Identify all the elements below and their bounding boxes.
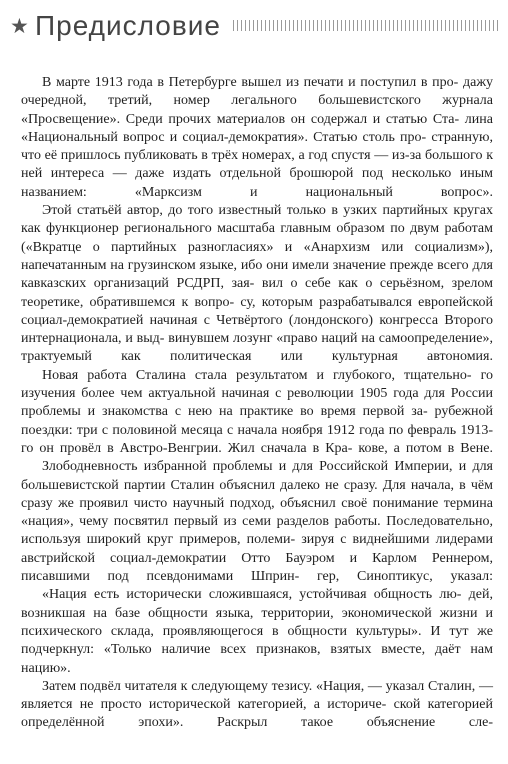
chapter-title: Предисловие — [35, 10, 221, 41]
paragraph-3: Новая работа Сталина стала результатом и глубокого, тщательно- го изучения более чем актуальной начиная с революции 1905 года для России проблемы и знакомства с нею на практике во время первой за- рубежной поездки: три с половиной месяца с начала ноября 1912 года по февраль 1913-го он провёл в Австро-Венгрии. Жил сначала в Кра- кове, а потом в Вене. — [21, 367, 493, 456]
body-text — [21, 74, 493, 733]
chapter-header — [10, 10, 498, 44]
header-hatched-rule — [233, 20, 498, 31]
paragraph-4: Злободневность избранной проблемы и для Российской Империи, и для большевистской партии Сталин объяснил далеко не сразу. Для начала, в чём сразу же проявил чисто научный подход, объяснил своё понимание термина «нация», чему посвятил первый из семи разделов работы. Последовательно, используя широкий круг примеров, полеми- зируя с виднейшими лидерами австрийской социал-демократии Отто Бауэром и Карлом Реннером, писавшими под псевдонимами Шприн- гер, Синоптикус, указал: — [21, 459, 493, 585]
paragraph-5: «Нация есть исторически сложившаяся, устойчивая общность лю- дей, возникшая на базе общности языка, территории, экономической жизни и психического склада, проявляющегося в общности культуры». И тут же подчеркнул: «Только наличие всех признаков, взятых вместе, даёт нам нацию». — [21, 587, 493, 676]
paragraph-6: Затем подвёл читателя к следующему тезису. «Нация, — указал Сталин, — является не просто исторической категорией, а историче- ской категорией определённой эпохи». Раскрыл такое объяснение сле- — [21, 678, 493, 731]
paragraph-1: В марте 1913 года в Петербурге вышел из печати и поступил в про- дажу очередной, третий, номер легального большевистского журнала «Просвещение». Среди прочих материалов он содержал и статью Ста- лина «Национальный вопрос и социал-демократия». Статью столь про- странную, что её пришлось публиковать в трёх номерах, а год спустя — из-за большого к ней интереса — даже издать отдельной брошюрой под несколько иным названием: «Марксизм и национальный вопрос». — [21, 75, 493, 200]
paragraph-2: Этой статьёй автор, до того известный только в узких партийных кругах как функционер регионального масштаба главным образом по двум работам («Вкратце о партийных разногласиях» и «Анархизм или социализм»), напечатанным на грузинском языке, ибо они имели значение прежде всего для кавказских организаций РСДРП, зая- вил о себе как о серьёзном, зрелом теоретике, обратившемся к вопро- су, которым разрабатывался европейской социал-демократией начиная с Четвёртого (лондонского) конгресса Второго интернационала, и выд- винувшем лозунг «право наций на самоопределение», трактуемый как политическая или культурная автономия. — [21, 203, 493, 365]
star-icon: ★ — [10, 14, 29, 38]
